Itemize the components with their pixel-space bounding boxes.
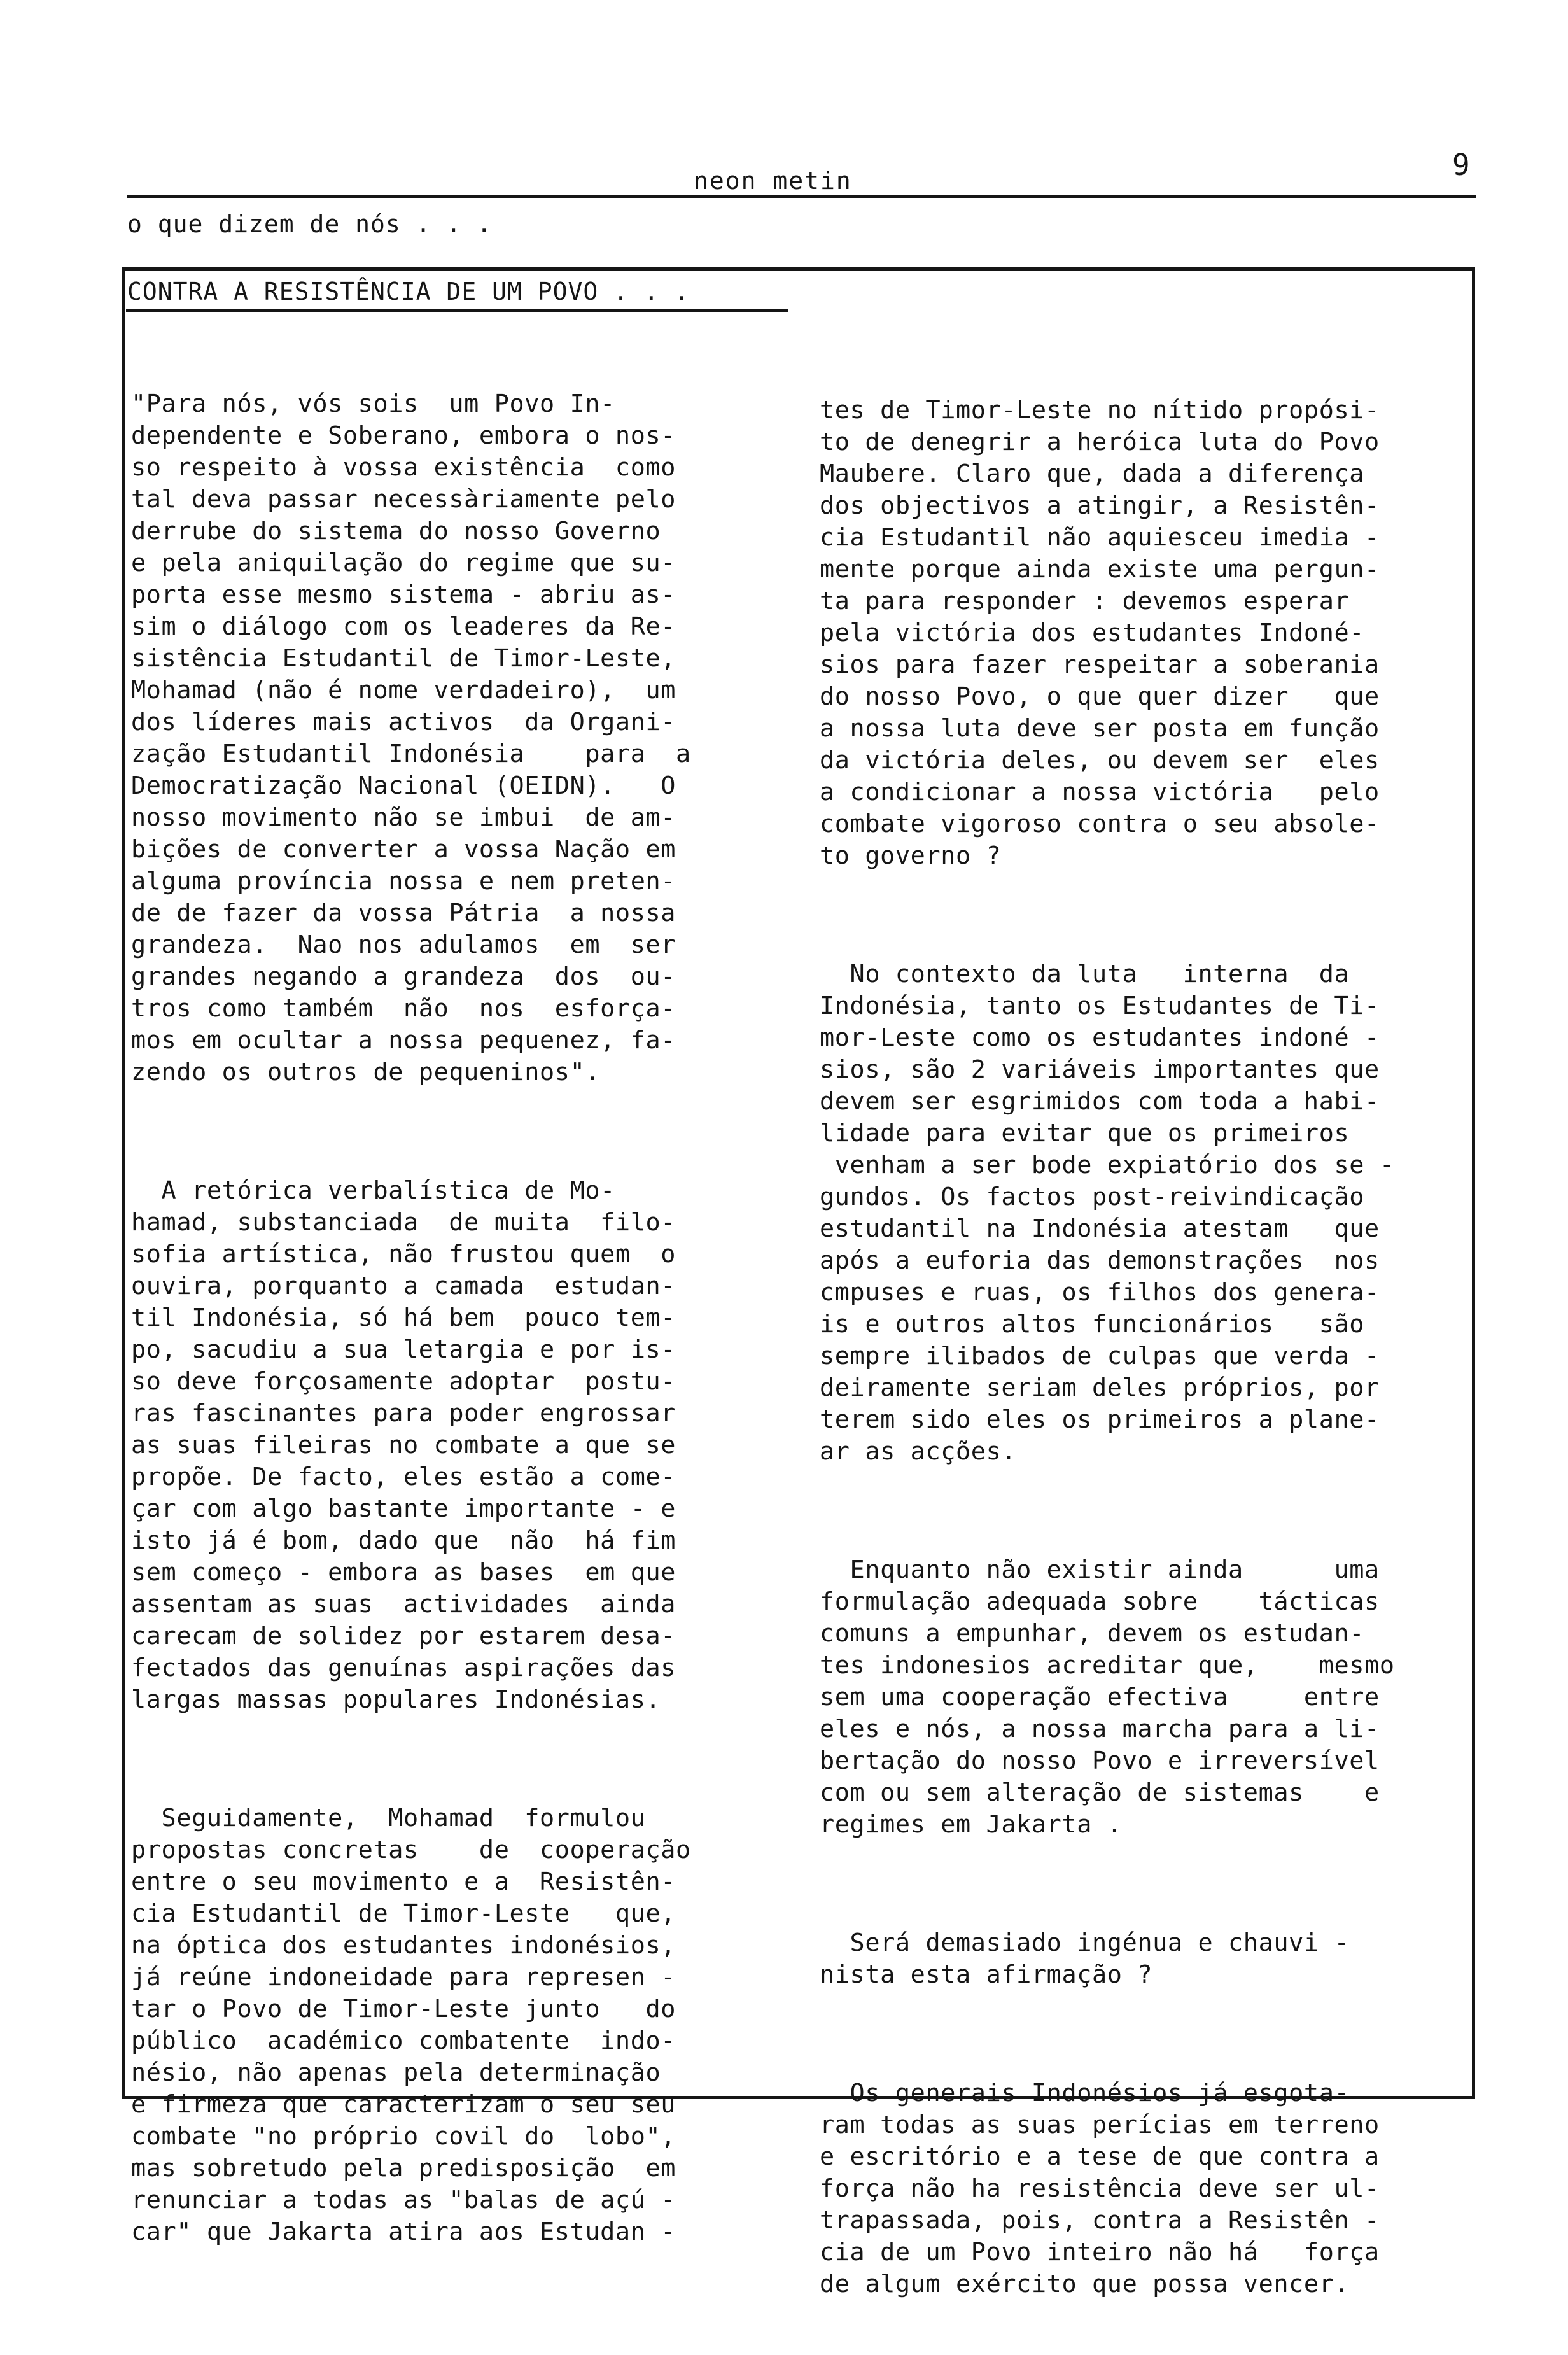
paragraph: Os generais Indonésios já esgota- ram todas as suas perícias em terreno e escritório e a tese de que contra a força não ha resistência deve ser ul- trapassada, pois, contra a Resistên - cia de um Povo inteiro não há força de algum exército que possa vencer.: [820, 2079, 1380, 2298]
publication-title: neon metin: [694, 167, 852, 195]
page-number: 9: [1452, 148, 1470, 182]
paragraph: Será demasiado ingénua e chauvi - nista esta afirmação ?: [820, 1929, 1350, 1989]
paragraph: A retórica verbalística de Mo- hamad, substanciada de muita filo- sofia artística, não frustou quem o ouvira, porquanto a camada estudan- til Indonésia, só há bem pouco tem- po, sacudiu a sua letargia e por is- so deve forçosamente adoptar postu- ras fascinantes para poder engrossar as suas fileiras no combate a que se propõe. De facto, eles estão a come- çar com algo bastante importante - e isto já é bom, dado que não há fim sem começo - embora as bases em que assentam as suas actividades ainda carecam de solidez por estarem desa- fectados das genuínas aspirações das largas massas populares Indonésias.: [131, 1176, 676, 1714]
left-column: [131, 325, 767, 2303]
paragraph: Seguidamente, Mohamad formulou propostas concretas de cooperação entre o seu movimento e a Resistên- cia Estudantil de Timor-Leste que, na óptica dos estudantes indonésios, já reúne indoneidade para represen - tar o Povo de Timor-Leste junto do público académico combatente indo- nésio, não apenas pela determinação e firmeza que caracterizam o seu seu combate "no próprio covil do lobo", mas sobretudo pela predisposição em renunciar a todas as "balas de açú - car" que Jakarta atira aos Estudan -: [131, 1804, 691, 2246]
title-underline: [126, 309, 788, 312]
paragraph: Enquanto não existir ainda uma formulação adequada sobre tácticas comuns a empunhar, devem os estudan- tes indonesios acreditar que, mesmo sem uma cooperação efectiva entre eles e nós, a nossa marcha para a li- bertação do nosso Povo e irreversível com ou sem alteração de sistemas e regimes em Jakarta .: [820, 1556, 1395, 1839]
section-label: o que dizem de nós . . .: [127, 210, 493, 238]
paragraph: "Para nós, vós sois um Povo In- dependente e Soberano, embora o nos- so respeito à vossa existência como tal deva passar necessàriamente pelo derrube do sistema do nosso Governo e pela aniquilação do regime que su- porta esse mesmo sistema - abriu as- sim o diálogo com os leaderes da Re- sistência Estudantil de Timor-Leste, Mohamad (não é nome verdadeiro), um dos líderes mais activos da Organi- zação Estudantil Indonésia para a Democratização Nacional (OEIDN). O nosso movimento não se imbui de am- bições de converter a vossa Nação em alguma província nossa e nem preten- de de fazer da vossa Pátria a nossa grandeza. Nao nos adulamos em ser grandes negando a grandeza dos ou- tros como também não nos esforça- mos em ocultar a nossa pequenez, fa- zendo os outros de pequeninos".: [131, 390, 691, 1086]
paragraph: No contexto da luta interna da Indonésia, tanto os Estudantes de Ti- mor-Leste como os estudantes indoné - sios, são 2 variáveis importantes que devem ser esgrimidos com toda a habi- lidade para evitar que os primeiros venham a ser bode expiatório dos se - gundos. Os factos post-reivindicação estudantil na Indonésia atestam que após a euforia das demonstrações nos cmpuses e ruas, os filhos dos genera- is e outros altos funcionários são sempre ilibados de culpas que verda - deiramente seriam deles próprios, por terem sido eles os primeiros a plane- ar as acções.: [820, 960, 1395, 1466]
header-rule: [127, 195, 1476, 198]
right-column: [820, 331, 1476, 2355]
article-title: CONTRA A RESISTÊNCIA DE UM POVO . . .: [127, 278, 690, 306]
paragraph: tes de Timor-Leste no nítido propósi- to de denegrir a heróica luta do Povo Maubere. Claro que, dada a diferença dos objectivos a atingir, a Resistên- cia Estudantil não aquiesceu imedia - mente porque ainda existe uma pergun- ta para responder : devemos esperar pela victória dos estudantes Indoné- sios para fazer respeitar a soberania do nosso Povo, o que quer dizer que a nossa luta deve ser posta em função da victória deles, ou devem ser eles a condicionar a nossa victória pelo combate vigoroso contra o seu absole- to governo ?: [820, 396, 1380, 870]
